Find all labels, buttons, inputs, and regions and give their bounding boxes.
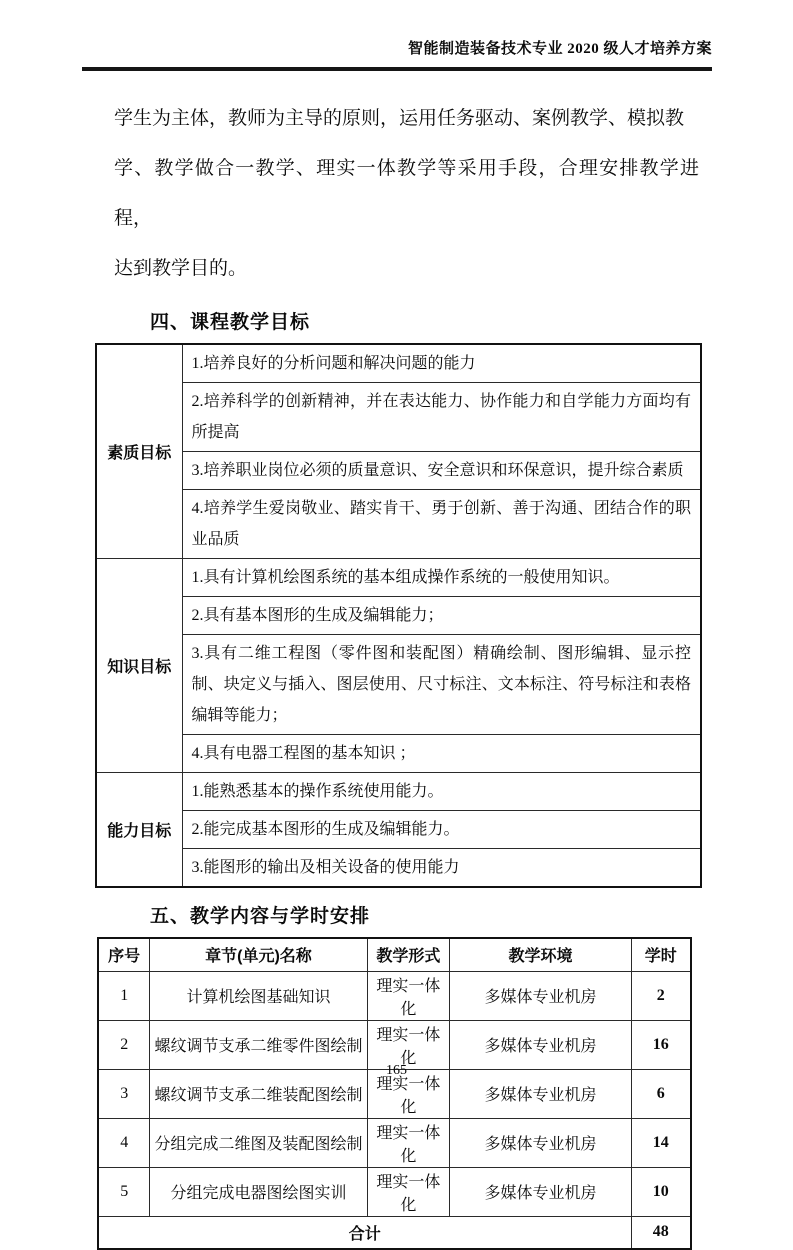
cell-form: 理实一体化 [367, 1118, 450, 1167]
table-row [98, 1020, 691, 1069]
cell-env: 多媒体专业机房 [450, 1020, 631, 1069]
intro-paragraph [114, 94, 699, 294]
cell-form: 理实一体化 [367, 1020, 450, 1069]
total-hours: 48 [631, 1216, 691, 1249]
cell-no: 2 [98, 1020, 150, 1069]
teaching-schedule-table [97, 937, 692, 1250]
objective-item: 2.具有基本图形的生成及编辑能力； [182, 597, 701, 635]
document-page [0, 37, 793, 1243]
objective-item: 3.能图形的输出及相关设备的使用能力 [182, 849, 701, 888]
table-row [98, 971, 691, 1020]
table-total-row [98, 1216, 691, 1249]
section-heading-teaching-schedule: 五、教学内容与学时安排 [150, 906, 371, 927]
cell-hours: 14 [631, 1118, 691, 1167]
section-heading-course-objectives: 四、课程教学目标 [150, 312, 311, 333]
page-number: 165 [386, 1063, 407, 1078]
cell-hours: 6 [631, 1069, 691, 1118]
cell-form: 理实一体化 [367, 971, 450, 1020]
intro-paragraph-line: 学生为主体，教师为主导的原则，运用任务驱动、案例教学、模拟教 [114, 108, 685, 129]
column-header-env: 教学环境 [450, 938, 631, 971]
cell-no: 3 [98, 1069, 150, 1118]
table-row [96, 635, 701, 735]
cell-no: 5 [98, 1167, 150, 1216]
table-row [96, 452, 701, 490]
cell-no: 1 [98, 971, 150, 1020]
intro-paragraph-line: 达到教学目的。 [114, 258, 248, 279]
table-row [96, 811, 701, 849]
column-header-no: 序号 [98, 938, 150, 971]
table-row [98, 1167, 691, 1216]
table-row [96, 559, 701, 597]
objective-item: 1.能熟悉基本的操作系统使用能力。 [182, 773, 701, 811]
cell-env: 多媒体专业机房 [450, 1069, 631, 1118]
objective-item: 2.培养科学的创新精神，并在表达能力、协作能力和自学能力方面均有所提高 [182, 383, 701, 452]
objective-item: 3.培养职业岗位必须的质量意识、安全意识和环保意识，提升综合素质 [182, 452, 701, 490]
header-divider-rule [82, 67, 712, 71]
cell-env: 多媒体专业机房 [450, 1167, 631, 1216]
cell-env: 多媒体专业机房 [450, 971, 631, 1020]
cell-chapter: 分组完成电器图绘图实训 [150, 1167, 367, 1216]
cell-hours: 2 [631, 971, 691, 1020]
table-row [96, 735, 701, 773]
objective-item: 1.具有计算机绘图系统的基本组成操作系统的一般使用知识。 [182, 559, 701, 597]
cell-env: 多媒体专业机房 [450, 1118, 631, 1167]
total-label: 合计 [98, 1216, 631, 1249]
objective-item: 2.能完成基本图形的生成及编辑能力。 [182, 811, 701, 849]
cell-hours: 10 [631, 1167, 691, 1216]
cell-chapter: 分组完成二维图及装配图绘制 [150, 1118, 367, 1167]
table-row [96, 773, 701, 811]
table-row [96, 344, 701, 383]
column-header-form: 教学形式 [367, 938, 450, 971]
table-row [98, 1118, 691, 1167]
table-row [96, 849, 701, 888]
cell-chapter: 螺纹调节支承二维装配图绘制 [150, 1069, 367, 1118]
objective-item: 4.具有电器工程图的基本知识 ； [182, 735, 701, 773]
objective-item: 4.培养学生爱岗敬业、踏实肯干、勇于创新、善于沟通、团结合作的职业品质 [182, 490, 701, 559]
course-objectives-table [95, 343, 702, 888]
page-header-title: 智能制造装备技术专业 2020 级人才培养方案 [407, 41, 712, 57]
objective-category-label: 素质目标 [96, 344, 182, 559]
column-header-hours: 学时 [631, 938, 691, 971]
cell-form: 理实一体化 [367, 1167, 450, 1216]
objective-category-label: 知识目标 [96, 559, 182, 773]
table-row [96, 490, 701, 559]
column-header-chapter: 章节(单元)名称 [150, 938, 367, 971]
objective-category-label: 能力目标 [96, 773, 182, 888]
table-header-row [98, 938, 691, 971]
table-row [96, 383, 701, 452]
cell-no: 4 [98, 1118, 150, 1167]
cell-chapter: 螺纹调节支承二维零件图绘制 [150, 1020, 367, 1069]
cell-form: 理实一体化 [367, 1069, 450, 1118]
cell-chapter: 计算机绘图基础知识 [150, 971, 367, 1020]
cell-hours: 16 [631, 1020, 691, 1069]
intro-paragraph-line: 学、教学做合一教学、理实一体教学等采用手段，合理安排教学进程， [114, 158, 699, 229]
objective-item: 3.具有二维工程图（零件图和装配图）精确绘制、图形编辑、显示控制、块定义与插入、图层使用、尺寸标注、文本标注、符号标注和表格编辑等能力； [182, 635, 701, 735]
table-row [96, 597, 701, 635]
objective-item: 1.培养良好的分析问题和解决问题的能力 [182, 344, 701, 383]
